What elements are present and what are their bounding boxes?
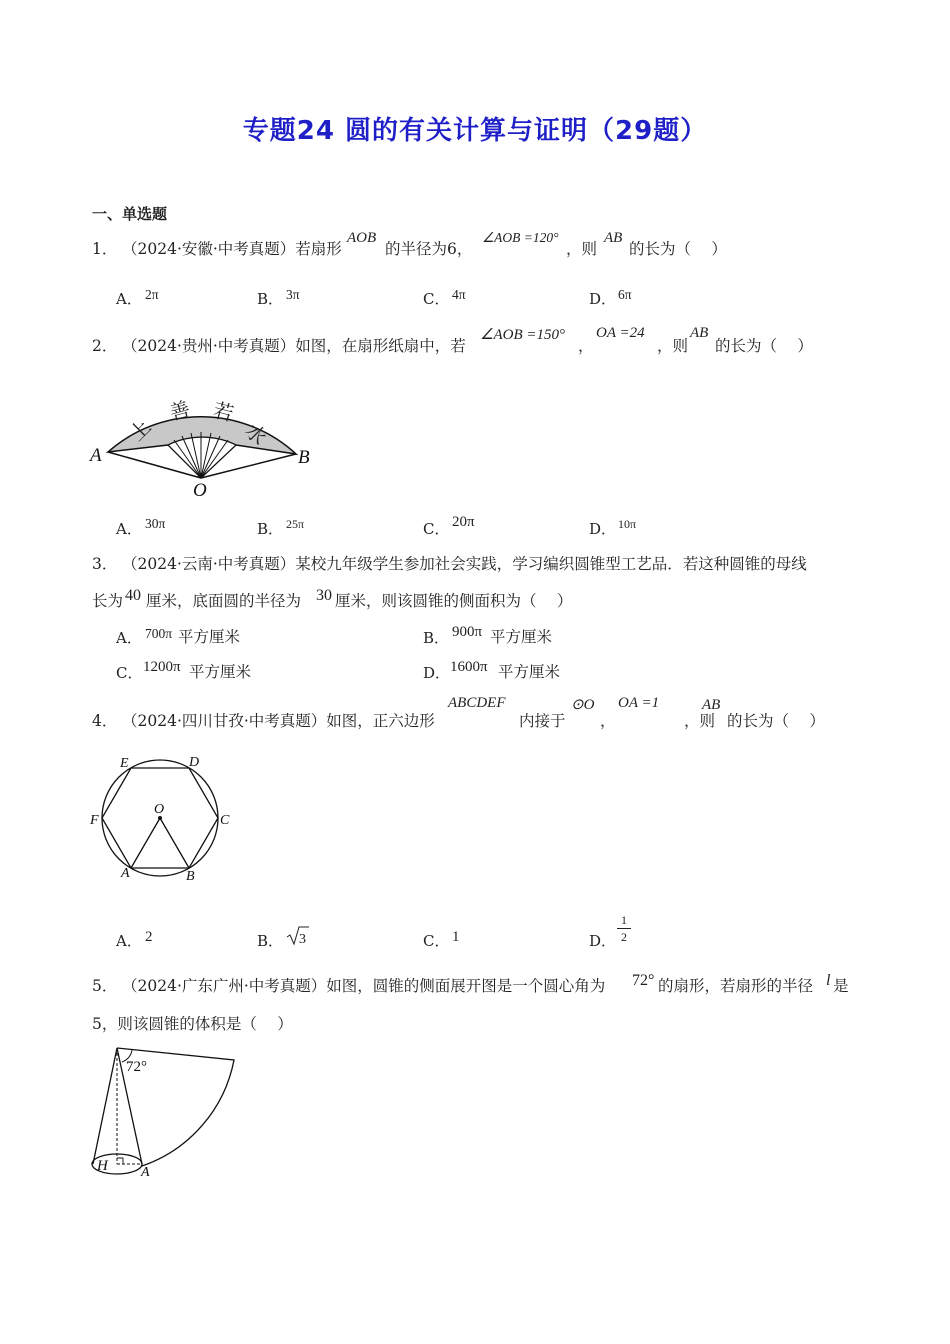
option-b-letter: B．: [257, 932, 284, 950]
option-d-letter: D．: [589, 290, 617, 308]
option-d-value: 10π: [618, 517, 637, 531]
math-sector-name: AOB: [347, 230, 377, 246]
label-o: O: [154, 802, 165, 817]
question-source: （2024·四川甘孜·中考真题）如图，正六边形: [122, 712, 435, 730]
question-text: 的扇形，若扇形的半径: [658, 977, 814, 995]
math-hexagon: ABCDEF: [448, 695, 506, 711]
option-a-letter: A．: [116, 520, 142, 538]
question-number: 1．: [92, 240, 118, 258]
label-b: B: [298, 447, 310, 468]
question-text: ，则: [684, 712, 716, 730]
option-c-value: 4π: [452, 287, 466, 302]
option-c-letter: C．: [423, 520, 450, 538]
fan-char-4: 水: [240, 419, 271, 450]
label-a: A: [90, 445, 102, 466]
question-text: ，: [578, 337, 594, 355]
segment-oa: [131, 818, 160, 868]
question-number: 2．: [92, 337, 118, 355]
option-a-value: 30π: [145, 516, 166, 531]
question-text: ，: [600, 712, 616, 730]
option-d-value: 1600π: [450, 659, 488, 675]
option-c-value: 20π: [452, 514, 475, 530]
option-c-value: 1200π: [143, 659, 181, 675]
sqrt-icon: [286, 925, 310, 947]
math-angle: ∠AOB =120°: [482, 230, 559, 245]
label-c: C: [220, 813, 230, 828]
option-c-letter: C．: [116, 664, 143, 682]
fraction-denominator: 2: [621, 930, 627, 944]
option-b-unit: 平方厘米: [490, 628, 553, 646]
question-text: 厘米，则该圆锥的侧面积为（ ）: [335, 592, 573, 610]
value-base-radius: 30: [316, 587, 332, 604]
question-text-line1: （2024·云南·中考真题）某校九年级学生参加社会实践，学习编织圆锥型工艺品．若这种圆锥的母线: [122, 555, 807, 573]
fraction-bar: [617, 928, 631, 929]
segment-ob: [160, 818, 189, 868]
value-slant-height: 40: [125, 587, 141, 604]
option-a-unit: 平方厘米: [178, 628, 241, 646]
option-d-letter: D．: [589, 520, 617, 538]
option-c-letter: C．: [423, 290, 450, 308]
question-text: 长为: [92, 592, 124, 610]
section-heading: 一、单选题: [92, 205, 168, 223]
label-a: A: [141, 1165, 150, 1180]
fan-char-2: 善: [167, 398, 193, 425]
option-b-value: 900π: [452, 624, 483, 640]
question-text: ，则: [566, 240, 598, 258]
fan-char-1: 上: [125, 415, 156, 446]
math-radius: OA =24: [596, 325, 645, 341]
option-a-letter: A．: [116, 290, 142, 308]
value-central-angle: 72°: [632, 972, 655, 989]
question-text: 的长为（ ）: [727, 712, 825, 730]
page-title: 专题24 圆的有关计算与证明（29题）: [242, 116, 708, 146]
option-d-letter: D．: [423, 664, 451, 682]
question-text: 的半径为6，: [385, 240, 473, 258]
math-radius-l: l: [826, 972, 831, 989]
question-source: （2024·贵州·中考真题）如图，在扇形纸扇中，若: [122, 337, 466, 355]
option-c-unit: 平方厘米: [189, 663, 252, 681]
question-text: 的长为（ ）: [715, 337, 813, 355]
question-text: 内接于: [519, 712, 566, 730]
question-number: 4．: [92, 712, 118, 730]
label-b: B: [186, 869, 195, 884]
cone-left-edge: [93, 1048, 117, 1164]
question-number: 5．: [92, 977, 118, 995]
option-d-unit: 平方厘米: [498, 663, 561, 681]
option-a-value: 700π: [145, 626, 173, 641]
math-radius: OA =1: [618, 695, 660, 711]
label-e: E: [120, 756, 129, 771]
question-text: ，则: [657, 337, 689, 355]
option-b-value: 3: [299, 932, 306, 947]
question-text: 厘米，底面圆的半径为: [146, 592, 302, 610]
question-text: 的长为（ ）: [629, 240, 727, 258]
fraction-numerator: 1: [621, 913, 627, 927]
question-number: 3．: [92, 555, 118, 573]
math-arc: AB: [702, 697, 721, 713]
hexagon-figure: [86, 750, 236, 885]
label-o: O: [193, 480, 207, 500]
angle-label: 72°: [126, 1059, 147, 1075]
option-c-value: 1: [452, 929, 460, 945]
question-text: 是: [833, 977, 849, 995]
option-b-letter: B．: [423, 629, 450, 647]
label-f: F: [90, 813, 99, 828]
label-d: D: [189, 755, 200, 770]
fan-char-3: 若: [210, 399, 236, 427]
option-b-letter: B．: [257, 520, 284, 538]
math-arc: AB: [690, 325, 709, 341]
option-a-letter: A．: [116, 629, 142, 647]
question-source: （2024·广东广州·中考真题）如图，圆锥的侧面展开图是一个圆心角为: [122, 977, 606, 995]
cone-figure: [86, 1040, 246, 1185]
math-circle: ⊙O: [571, 697, 595, 713]
question-source: （2024·安徽·中考真题）若扇形: [122, 240, 342, 258]
option-a-value: 2π: [145, 287, 159, 302]
option-d-value: 6π: [618, 287, 632, 302]
option-d-letter: D．: [589, 932, 617, 950]
option-c-letter: C．: [423, 932, 450, 950]
math-angle: ∠AOB =150°: [480, 327, 565, 343]
option-b-letter: B．: [257, 290, 284, 308]
question-text-line2: 5，则该圆锥的体积是（ ）: [92, 1015, 293, 1033]
option-a-value: 2: [145, 929, 153, 945]
fraction-one-half: [617, 913, 631, 944]
option-b-value: 3π: [286, 287, 300, 302]
math-arc: AB: [604, 230, 623, 246]
fan-figure: [86, 370, 326, 500]
option-a-letter: A．: [116, 932, 142, 950]
option-b-value: 25π: [286, 517, 305, 531]
label-a: A: [121, 866, 130, 881]
label-h: H: [97, 1158, 108, 1174]
right-angle-mark: [117, 1158, 123, 1164]
